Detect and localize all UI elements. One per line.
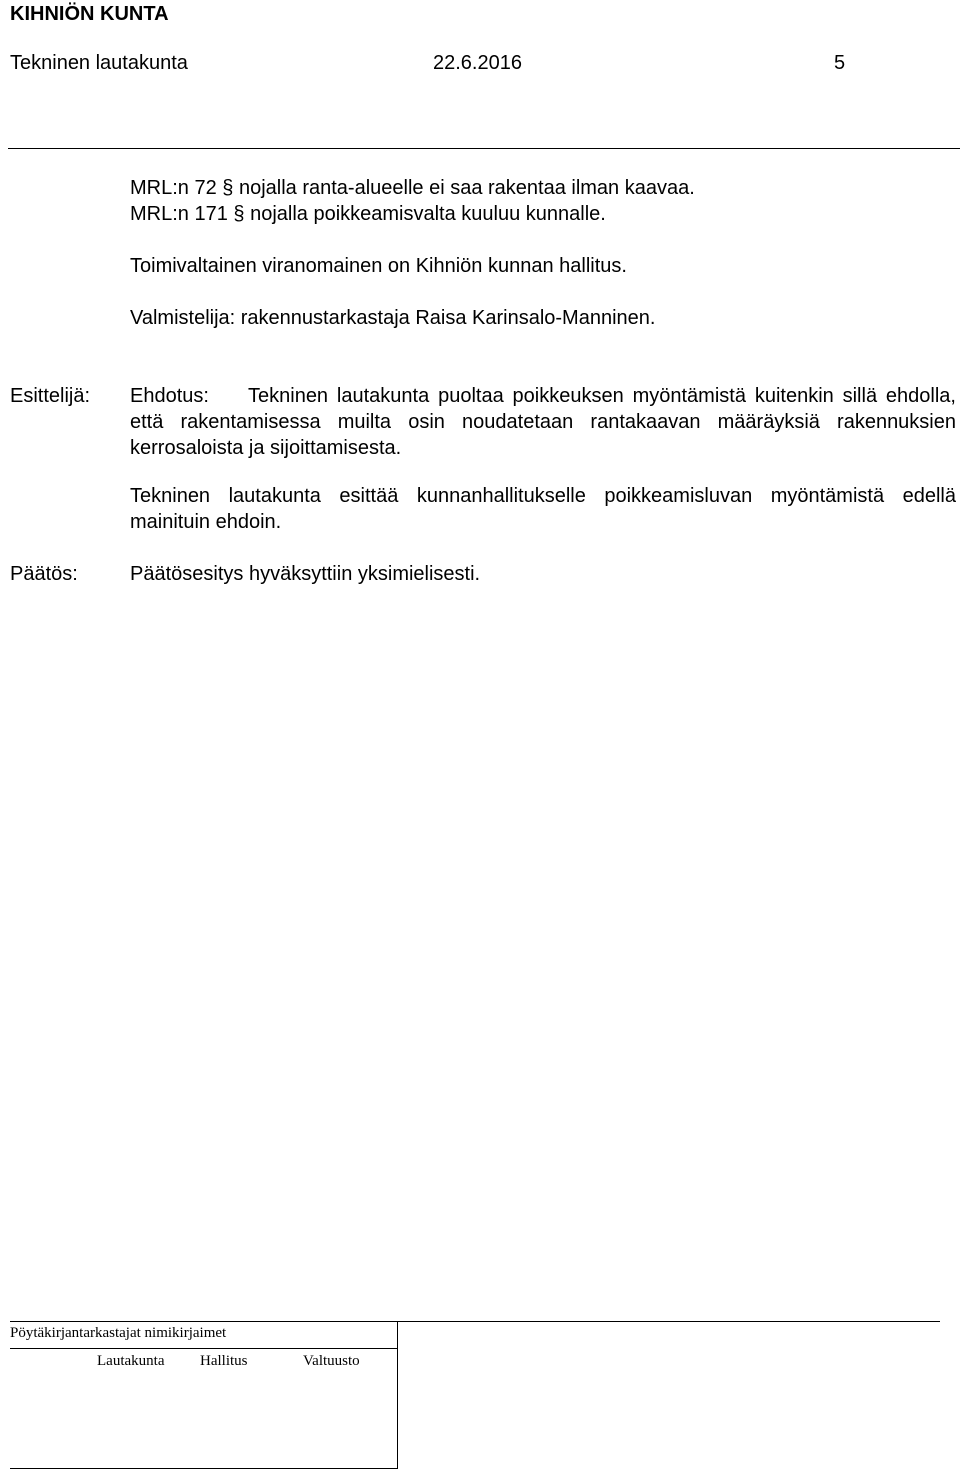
signature-footer bbox=[10, 1321, 940, 1469]
proposal-text: Tekninen lautakunta puoltaa poikkeuksen myöntämistä kuitenkin sillä ehdolla, että rakentamisessa muilta osin noudatetaan rantakaavan määräyksiä rakennuksien kerrosaloista ja sijoittamisesta. bbox=[130, 385, 956, 459]
decision-text: Päätösesitys hyväksyttiin yksimielisesti. bbox=[130, 563, 481, 585]
committee-name: Tekninen lautakunta bbox=[10, 52, 188, 74]
initials-column-board: Lautakunta bbox=[97, 1353, 165, 1369]
page-number: 5 bbox=[834, 52, 846, 74]
decision-label: Päätös: bbox=[10, 563, 78, 585]
paragraph-preparer: Valmistelija: rakennustarkastaja Raisa Karinsalo-Manninen. bbox=[130, 307, 656, 329]
proposal-paragraph bbox=[130, 383, 956, 461]
paragraph-mrl-171: MRL:n 171 § nojalla poikkeamisvalta kuuluu kunnalle. bbox=[130, 203, 606, 225]
paragraph-mrl-72: MRL:n 72 § nojalla ranta-alueelle ei saa rakentaa ilman kaavaa. bbox=[130, 177, 695, 199]
initials-column-council: Valtuusto bbox=[303, 1353, 360, 1369]
presenter-label: Esittelijä: bbox=[10, 385, 91, 407]
initials-divider bbox=[10, 1348, 397, 1349]
proposal-label: Ehdotus: bbox=[130, 385, 209, 407]
initials-title: Pöytäkirjantarkastajat nimikirjaimet bbox=[10, 1325, 227, 1341]
paragraph-authority: Toimivaltainen viranomainen on Kihniön kunnan hallitus. bbox=[130, 255, 627, 277]
proposal-paragraph-2: Tekninen lautakunta esittää kunnanhallitukselle poikkeamisluvan myöntämistä edellä mainituin ehdoin. bbox=[130, 485, 956, 533]
initials-box bbox=[10, 1321, 398, 1469]
header-divider bbox=[8, 148, 960, 149]
organization-name: KIHNIÖN KUNTA bbox=[10, 3, 169, 25]
meeting-date: 22.6.2016 bbox=[433, 52, 522, 74]
initials-column-government: Hallitus bbox=[200, 1353, 248, 1369]
